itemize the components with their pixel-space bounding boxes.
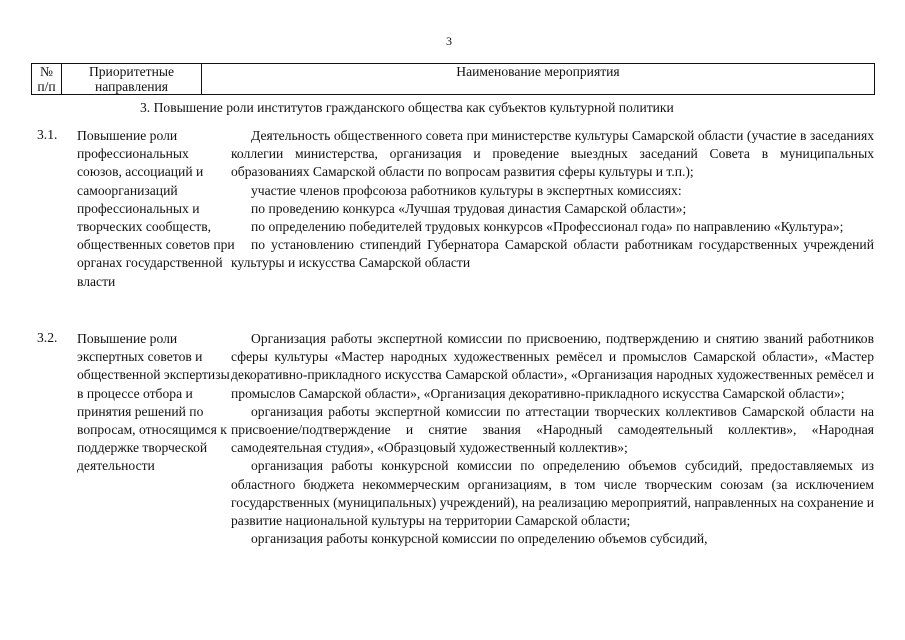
header-number: № п/п bbox=[32, 64, 62, 95]
event-item: по установлению стипендий Губернатора Самарской области работникам государственных учреждений культуры и искусства Самарской области bbox=[231, 237, 874, 271]
page-number: 3 bbox=[446, 34, 452, 48]
event-item: Организация работы экспертной комиссии по присвоению, подтверждению и снятию званий работников сферы культуры «Мастер народных художественных ремёсел и промыслов Самарской области», «Мастер декоративно-прикладного искусства Самарской области», «Организация народных художественных ремёсел и промыслов Самарской области», «Организация декоративно-прикладного искусства Самарской области»; bbox=[231, 331, 874, 401]
section-title: 3. Повышение роли институтов гражданского общества как субъектов культурной политики bbox=[140, 100, 674, 115]
table-header bbox=[31, 63, 875, 95]
event-item: по проведению конкурса «Лучшая трудовая династия Самарской области»; bbox=[251, 200, 687, 216]
row-direction: Повышение роли профессиональных союзов, ассоциаций и самоорганизаций профессиональных и творческих сообществ, общественных советов при органах государственной власти bbox=[77, 128, 235, 289]
row-events bbox=[231, 127, 874, 273]
event-item: по определению победителей трудовых конкурсов «Профессионал года» по направлению «Культура»; bbox=[251, 219, 844, 235]
event-item: организация работы конкурсной комиссии по определению объемов субсидий, предоставляемых из областного бюджета некоммерческим организациям, в том числе творческим союзам (за исключением государственных (муниципальных) учреждений), на реализацию мероприятий, направленных на сохранение и развитие национальной культуры на территории Самарской области; bbox=[231, 458, 874, 529]
row-number: 3.1. bbox=[37, 127, 58, 142]
header-event-name: Наименование мероприятия bbox=[202, 64, 875, 95]
header-directions: Приоритетные направления bbox=[62, 64, 202, 95]
event-item: организация работы экспертной комиссии по аттестации творческих коллективов Самарской области на присвоение/подтверждение и снятие звания «Народный самодеятельный коллектив», «Народная самодеятельная студия», «Образцовый художественный коллектив»; bbox=[231, 403, 874, 456]
row-direction: Повышение роли экспертных советов и общественной экспертизы в процессе отбора и принятия решений по вопросам, относящимся к поддержке творческой деятельности bbox=[77, 331, 230, 474]
event-item: организация работы конкурсной комиссии по определению объемов субсидий, bbox=[251, 531, 708, 547]
event-item: участие членов профсоюза работников культуры в экспертных комиссиях: bbox=[251, 182, 682, 198]
event-item: Деятельность общественного совета при министерстве культуры Самарской области (участие в заседаниях коллегии министерства, организация и проведение выездных заседаний Совета в муниципальных образованиях Самарской области по вопросам развития сферы культуры и т.п.); bbox=[231, 128, 874, 180]
row-number: 3.2. bbox=[37, 330, 58, 345]
row-events bbox=[231, 330, 874, 548]
